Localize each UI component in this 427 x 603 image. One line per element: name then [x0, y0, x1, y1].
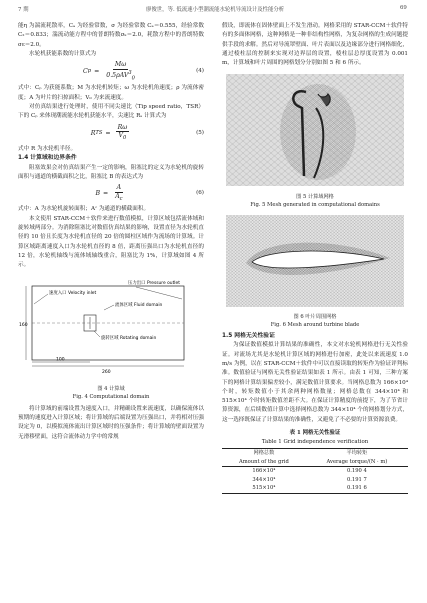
- eq5-den-sub: 0: [123, 135, 127, 142]
- table-header-row-en: [222, 458, 408, 467]
- eq5-denominator: V: [118, 132, 124, 140]
- eq4-denominator: 0.5ρAV: [106, 71, 129, 79]
- label-pressure-outlet: 压力出口 Pressure outlet: [128, 281, 180, 287]
- mesh-domain-image: [222, 72, 408, 188]
- section-heading-grid: 1.5 网格无关性验证: [222, 333, 275, 340]
- paragraph-mesh-description: 假设，即流体在固体壁面上不发生滑动。网格采用的 STAR-CCM＋软件特有的多面体网格，这种网格是一种非结构性网格，为复杂网格的生成问题提供手段的求解。然后对导流罩壁面、叶片表面以及边缘部分进行网格细化，通过棱柱层的控制来实现对边界层的设置，棱柱层总厚度设置为 0.001 m，计算域和叶片周围的网格划分分别如图 5 和 6 所示。: [222, 23, 408, 67]
- page-number: 69: [400, 5, 407, 11]
- figure-4-caption-en: Fig. 4 Computational domain: [72, 393, 150, 400]
- figure-5-caption-zh: 图 5 计算域网格: [296, 193, 334, 200]
- paragraph-tip-speed-ratio: 对仿真结果进行处理时，使用不同尖速比（Tip speed ratio，TSR）下的 Cₚ 来体现潮流能水轮机获能水平，尖速比 Rₛ 计算式为: [18, 104, 204, 120]
- eq5-lhs-sub: TS: [95, 129, 103, 136]
- table-header-row-zh: [222, 449, 408, 458]
- blade-mesh-image: [222, 213, 408, 309]
- figure-5: [222, 72, 408, 208]
- equation-6: B = $\frac{A}{A_c}$ (6): [95, 184, 204, 202]
- table-row: [222, 484, 408, 493]
- left-column: [18, 22, 204, 442]
- equation-number-5: (5): [196, 129, 204, 136]
- outlet-leader-line: [136, 287, 182, 299]
- computational-domain-diagram: [18, 274, 204, 380]
- equation-number-6: (6): [196, 190, 204, 197]
- dim-inlet-distance-label: 100: [56, 357, 65, 363]
- figure-6: [222, 213, 408, 329]
- table-header-torque-en: Average torque/(N · m): [306, 458, 408, 467]
- section-heading-domain: 1.4 计算域和边界条件: [18, 155, 77, 162]
- table-row: [222, 467, 408, 476]
- eq6-lhs: B: [95, 190, 100, 198]
- table-cell-torque: 0.191 7: [346, 476, 367, 483]
- paragraph-boundary-conditions: 将计算域的前端设置为速度入口，并精确设置来流速度，以确保流体以预期的速度进入计算区域；将计算域的后端设置为压强出口，并将相对压强设定为 0，以模拟流体流出计算区域时的压强条件；将计算域的壁面设置为无滑移壁面，这符合流体动力学中的常规: [18, 405, 204, 440]
- eq4-numerator: Mω: [114, 61, 127, 69]
- equation-number-4: (4): [196, 68, 204, 75]
- table-cell-torque: 0.190 4: [346, 468, 367, 475]
- table-header-torque-zh: 平均转矩: [306, 449, 408, 458]
- table-header-grid-zh: 网格总数: [222, 449, 306, 458]
- label-rotating-domain: 旋转区域 Rotating domain: [101, 336, 157, 342]
- paragraph-power-intro: 水轮机获能系数的计算式为: [29, 50, 97, 57]
- eq5-numerator: Rω: [117, 123, 128, 131]
- paragraph-grid-independence: 为保证数值模拟计算结果的准确性，本文对水轮机网格进行无关性验证。对流场尤其是水轮机计算区域的网格进行加密，此处以来流速度 1.0 m/s 为例，以在 STAR-CCM＋软件中可以直接读取的转矩作为验证评判标准。数值验证与网格无关性验证结果如表 1 所示。由表 1 可知，三种方案下的网格计算结果偏差较小，满足数值计算要求。当网格总数为 166×10⁴ 个时，转矩数值小于其余两种网格数量；网格总数在 344×10⁴ 和 515×10⁴ 个时转矩数值差距不大。在保证计算精度的前提下，为了节省计算资源，在后续数值计算中选择网格总数为 344×10⁴ 个的网格划分方式，这一选择既保证了计算结果的准确性，又避免了不必要的计算资源浪费。: [222, 342, 408, 423]
- inlet-leader-line: [34, 294, 48, 304]
- table-1: [222, 429, 408, 494]
- equation-5: R TS = $\frac{R\omega}{V_0}$ (5): [90, 123, 204, 142]
- table-cell-grid: 166×10⁴: [252, 468, 276, 475]
- paragraph-blockage: 阻塞效果会对仿真结果产生一定的影响，阻塞比的定义为水轮机的旋转面积与通道的横截面积之比，阻塞比 B 的表达式为: [18, 164, 204, 180]
- figure-5-caption-en: Fig. 5 Mesh generated in computational domains: [250, 201, 380, 208]
- paragraph-eq4-definitions: 式中：Cₚ 为获能系数；M 为水轮机转矩；ω 为水轮机角速度；ρ 为流体密度；A 为叶片的扫掠面积；V₀ 为来流速度。: [18, 85, 204, 101]
- eq4-lhs: C: [83, 68, 88, 76]
- rotating-leader-line: [94, 331, 100, 337]
- page-header-title: 廖俊世，等. 低流速小型潮流能水轮机导流设计及性能分析: [146, 7, 285, 13]
- label-fluid-domain: 流体区域 Fluid domain: [115, 303, 163, 309]
- equation-4: C p = $\frac{M\omega}{0.5\rho AV^3_0}$ (4): [83, 61, 204, 81]
- table-1-title-zh: 表 1 网格无关性验证: [289, 430, 341, 437]
- table-cell-torque: 0.191 6: [306, 484, 408, 493]
- right-column: [222, 22, 408, 494]
- grid-independence-table: [222, 448, 408, 494]
- eq5-lhs: R: [90, 129, 96, 137]
- table-header-grid-en: Amount of the grid: [222, 458, 306, 467]
- label-velocity-inlet: 速度入口 Velocity inlet: [49, 291, 97, 297]
- eq6-numerator: A: [116, 184, 122, 192]
- figure-4: [18, 274, 204, 400]
- paragraph-eq6-definitions: 式中：A 为水轮机旋转面积；Aᶜ 为通道的横截面积。: [18, 206, 150, 213]
- paragraph-turbulence-constants: 能η 为湍流耗散率，Cₐ 为经验常数，σ 为经验常数 Cₐ＝0.555，经验常数 C₂＝0.833；湍流动能方程中的普朗特数σₖ＝2.0，耗散方程中的普朗特数σε＝2.0。: [18, 23, 204, 48]
- eq4-lhs-sub: p: [87, 68, 92, 75]
- fluid-leader-line: [104, 305, 114, 310]
- dim-height-label: 160: [19, 323, 28, 329]
- eq4-den-sub: 0: [131, 74, 135, 81]
- page-header-issue: 7 期: [18, 7, 29, 13]
- table-cell-grid: 344×10⁴: [252, 476, 276, 483]
- table-1-title-en: Table 1 Grid independence verification: [261, 438, 369, 445]
- table-cell-grid: 515×10⁴: [222, 484, 306, 493]
- eq6-denominator: A: [115, 192, 120, 200]
- figure-6-caption-zh: 图 6 叶片周围网格: [293, 314, 337, 321]
- eq6-den-sub: c: [119, 195, 123, 202]
- paragraph-computational-domain: 本文使用 STAR-CCM＋软件来进行数值模拟，计算区域包括流体域和旋转域两部分。为消除阻塞比对数值仿真结果的影响，设置直径为水轮机直径的 10 倍且长度为水轮机直径的 20 倍的圆柱区域作为流场的计算域。计算区域距离速度入口为水轮机直径的 8 倍，距离压强出口为水轮机直径的 12 倍，水轮机轴线与流体域轴线重合，阻塞比为 1%，计算域如图 4 所示。: [18, 215, 204, 269]
- figure-4-caption-zh: 图 4 计算域: [97, 385, 125, 392]
- figure-6-caption-en: Fig. 6 Mesh around turbine blade: [270, 322, 360, 329]
- eq4-den-sup: 3: [128, 69, 132, 76]
- dim-length-label: 260: [102, 370, 111, 376]
- table-row: [222, 476, 408, 485]
- paragraph-eq5-definitions: 式中 R 为水轮机半径。: [18, 145, 77, 152]
